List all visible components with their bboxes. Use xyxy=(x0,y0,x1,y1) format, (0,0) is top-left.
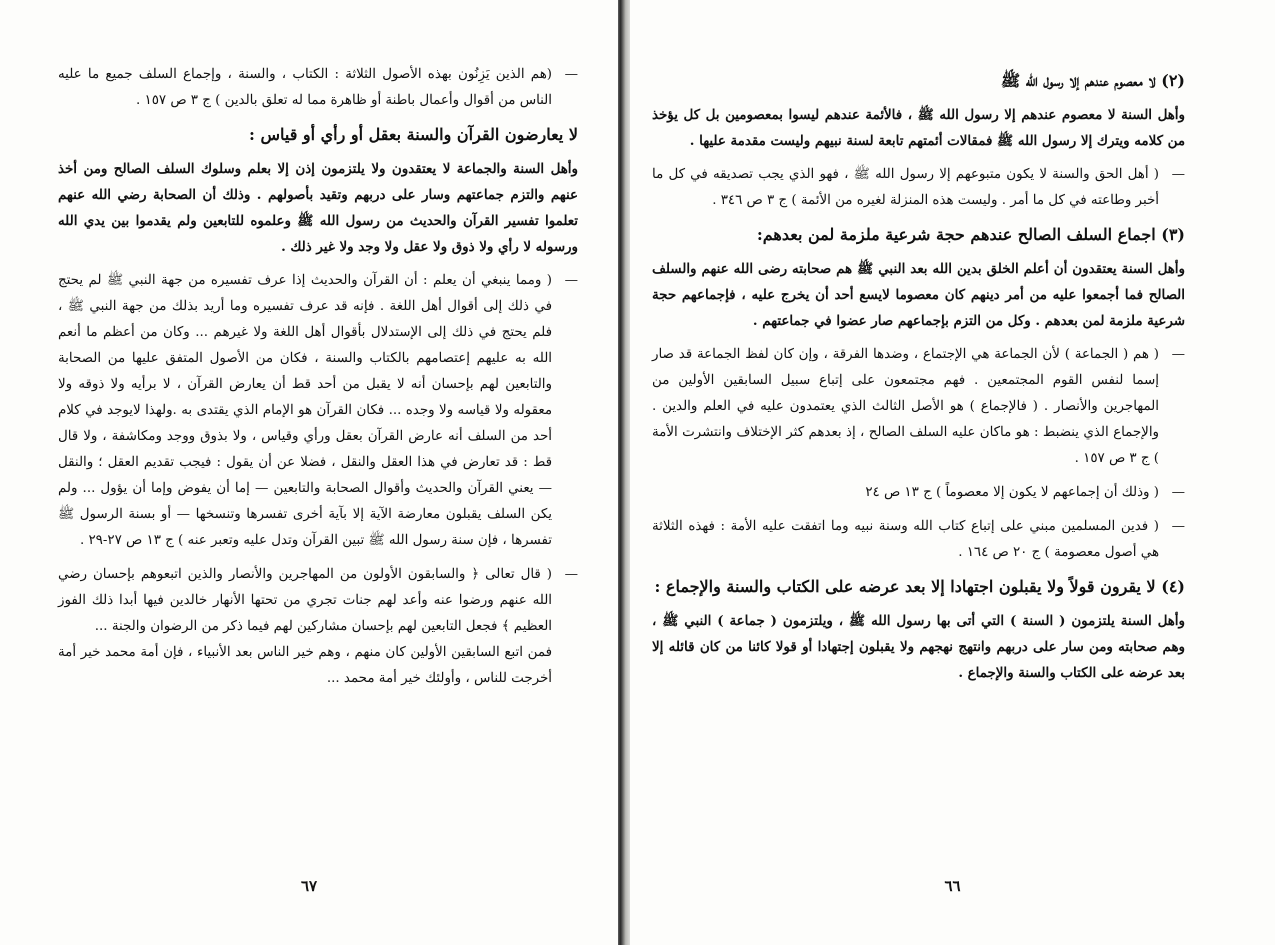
quote-sabiqun-continued: فمن اتبع السابقين الأولين كان منهم ، وهم خير الناس بعد الأنبياء ، فإن أمة محمد خير أمة أخرجت للناس ، وأولئك خير أمة محمد ... xyxy=(58,645,552,686)
page-number: ٦٦ xyxy=(944,877,961,895)
section-heading-3: (٣) اجماع السلف الصالح عندهم حجة شرعية ملزمة لمن بعدهم: xyxy=(756,225,1185,244)
main-paragraph: وأهل السنة والجماعة لا يعتقدون ولا يلتزمون إذن إلا بعلم وسلوك السلف الصالح ومن أخذ عنهم والتزم جماعتهم وسار على دربهم وتقيد بأصولهم . وذلك أن الصحابة رضي الله عنهم تعلموا تفسير القرآن والحديث من رسول الله ﷺ وعلموه للتابعين ولم يقدموا بين يدي الله ورسوله لا رأي ولا ذوق ولا عقل ولا وجد ولا غير ذلك . xyxy=(58,161,578,255)
dash-marker: — xyxy=(1171,485,1185,500)
dash-marker: — xyxy=(564,273,578,288)
page-number: ٦٧ xyxy=(300,877,318,895)
paragraph-4: وأهل السنة يلتزمون ( السنة ) التي أتى بها رسول الله ﷺ ، ويلتزمون ( جماعة ) النبي ﷺ ، وهم صحابته ومن سار على دربهم وانتهج نهجهم ولا يقبلون إجتهادا أو قولا كائنا من كان قائله إلا بعد عرضه على الكتاب والسنة والإجماع . xyxy=(652,613,1185,681)
dash-marker: — xyxy=(1171,347,1185,362)
section-heading-4: (٤) لا يقرون قولاً ولا يقبلون اجتهادا إلا بعد عرضه على الكتاب والسنة والإجماع : xyxy=(654,577,1185,596)
paragraph-2: وأهل السنة لا معصوم عندهم إلا رسول الله ﷺ ، فالأئمة عندهم ليسوا بمعصومين بل كل يؤخذ من كلامه ويترك إلا رسول الله ﷺ فمقالات أئمتهم تابعة لسنة نبيهم وليست مقدمة عليها . xyxy=(652,107,1185,149)
dash-marker: — xyxy=(564,567,578,582)
right-page xyxy=(630,0,1275,945)
dash-marker: — xyxy=(1171,519,1185,534)
quote-3c: — ( فدين المسلمين مبني على إتباع كتاب الله وسنة نبيه وما اتفقت عليه الأمة : فهذه الثلاثة هي أصول معصومة ) ج ٢٠ ص ١٦٤ . xyxy=(652,514,1185,566)
intro-note: — (هم الذين يَزِنُون بهذه الأصول الثلاثة : الكتاب ، والسنة ، وإجماع السلف جميع ما عليه الناس من أقوال وأعمال باطنة أو ظاهرة مما له تعلق بالدين ) ج ٣ ص ١٥٧ . xyxy=(58,62,578,114)
dash-marker: — xyxy=(1171,167,1185,182)
quote-quran-interpretation: — ( ومما ينبغي أن يعلم : أن القرآن والحديث إذا عرف تفسيره من جهة النبي ﷺ لم يحتج في ذلك إلى أقوال أهل اللغة . فإنه قد عرف تفسيره وما أريد بذلك من جهة النبي ﷺ ، فلم يحتج في ذلك إلى الإستدلال بأقوال أهل اللغة ولا غيرهم ... وكان من أعظم ما أنعم الله به عليهم إعتصامهم بالكتاب والسنة ، فكان من الأصول المتفق عليها من الصحابة والتابعين لهم بإحسان أنه لا يقبل من أحد قط أن يعارض القرآن ، لا برأيه ولا ذوقه ولا معقوله ولا قياسه ولا وجده ... فكان القرآن هو الإمام الذي يقتدى به .ولهذا لايوجد في كلام أحد من السلف أنه عارض القرآن بعقل ورأي وقياس ، ولا بذوق ووجد ومكاشفة ، ولا قال قط : قد تعارض في هذا العقل والنقل ، فضلا عن أن يقول : فيجب تقديم العقل ؛ والنقل — يعني القرآن والحديث وأقوال الصحابة والتابعين — إما أن يفوض وإما أن يؤول ... ولم يكن السلف يقبلون معارضة الآية إلا بآية أخرى تفسرها وتنسخها — أو بسنة الرسول ﷺ تفسرها ، فإن سنة رسول الله ﷺ تبين القرآن وتدل عليه وتعبر عنه ) ج ١٣ ص ٢٧-٢٩ . xyxy=(58,268,578,554)
section-heading-2: (٢) لا معصوم عندهم إلا رسول الله ﷺ xyxy=(1000,71,1185,90)
quote-sabiqun: — ( قال تعالى ﴿ والسابقون الأولون من المهاجرين والأنصار والذين اتبعوهم بإحسان رضي الله عنهم ورضوا عنه وأعد لهم جنات تجري من تحتها الأنهار خالدين فيها أبدا ذلك الفوز العظيم ﴾ فجعل التابعين لهم بإحسان مشاركين لهم فيما ذكر من الرضوان والجنة ... xyxy=(58,562,578,640)
quote-3b: — ( وذلك أن إجماعهم لا يكون إلا معصوماً ) ج ١٣ ص ٢٤ xyxy=(652,480,1185,506)
quote-2: — ( أهل الحق والسنة لا يكون متبوعهم إلا رسول الله ﷺ ، فهو الذي يجب تصديقه في كل ما أخبر وطاعته في كل ما أمر . وليست هذه المنزلة لغيره من الأئمة ) ج ٣ ص ٣٤٦ . xyxy=(652,162,1185,214)
left-page xyxy=(0,0,618,945)
section-heading-no-contradiction: لا يعارضون القرآن والسنة بعقل أو رأي أو قياس : xyxy=(248,125,578,144)
dash-marker: — xyxy=(564,67,578,82)
paragraph-3: وأهل السنة يعتقدون أن أعلم الخلق بدين الله بعد النبي ﷺ هم صحابته رضى الله عنهم والسلف الصالح فما أجمعوا عليه من أمر دينهم كان معصوما لايسع أحد أن يخرج عليه ، فإجماعهم حجة شرعية ملزمة لمن بعدهم . وكل من التزم بإجماعهم صار عضوا في جماعتهم . xyxy=(652,261,1185,329)
quote-3a: — ( هم ( الجماعة ) لأن الجماعة هي الإجتماع ، وضدها الفرقة ، وإن كان لفظ الجماعة قد صار إسما لنفس القوم المجتمعين . فهم مجتمعون على إتباع سبيل السابقين الأولين من المهاجرين والأنصار . ( فالإجماع ) هو الأصل الثالث الذي يعتمدون عليه في العلم والدين . والإجماع الذي ينضبط : هو ماكان عليه السلف الصالح ، إذ بعدهم كثر الإختلاف وانتشرت الأمة ) ج ٣ ص ١٥٧ . xyxy=(652,342,1185,472)
